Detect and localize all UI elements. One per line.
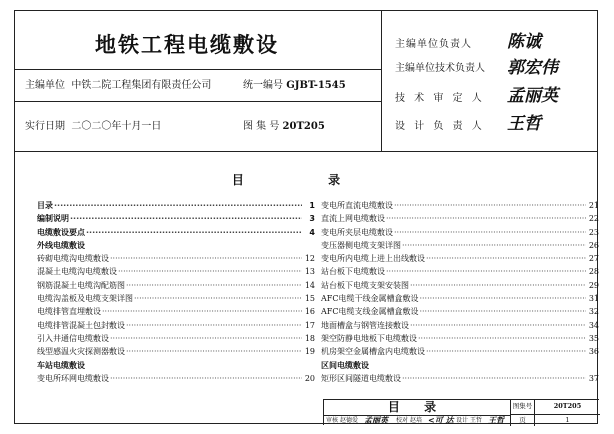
- toc-entry-page: 15: [304, 294, 315, 304]
- toc-entry-page: 1: [309, 201, 315, 210]
- toc-entry-title: 砖砌电缆沟电缆敷设: [37, 254, 109, 264]
- toc-leader-dots: [126, 279, 302, 292]
- header-block: [15, 11, 597, 152]
- toc-entry-title: 架空防静电地板下电缆敷设: [321, 333, 417, 343]
- toc-entry[interactable]: [37, 199, 315, 212]
- role-design-lead: 设 计 负 责 人: [395, 121, 485, 132]
- toc-entry-title: 线型感温火灾探测器敷设: [37, 347, 125, 357]
- toc-leader-dots: [410, 319, 586, 332]
- toc-entry[interactable]: [37, 279, 315, 292]
- toc-entry-title: 变电所环网电缆敷设: [37, 373, 109, 383]
- header-vertical-divider: [381, 11, 382, 151]
- toc-leader-dots: [126, 345, 302, 358]
- drawing-frame: [14, 10, 598, 424]
- toc-entry-page: 19: [304, 347, 315, 357]
- toc-leader-dots: [86, 226, 302, 239]
- toc-entry-page: 21: [588, 201, 599, 210]
- toc-entry[interactable]: [321, 239, 599, 252]
- toc-entry-page: 29: [588, 280, 599, 290]
- toc-entry[interactable]: [321, 345, 599, 358]
- toc-entry-title: 引入井通信电缆敷设: [37, 333, 109, 343]
- toc-leader-dots: [394, 199, 586, 212]
- design-label: 设计: [456, 417, 469, 424]
- toc-entry[interactable]: [321, 199, 599, 212]
- designer-signature: 王哲: [488, 415, 504, 425]
- toc-leader-dots: [402, 372, 586, 385]
- page-label: 页: [510, 415, 534, 426]
- toc-leader-dots: [102, 305, 302, 318]
- toc-entry[interactable]: [321, 305, 599, 318]
- toc-entry-page: 36: [588, 347, 599, 357]
- toc-leader-dots: [386, 212, 586, 225]
- toc-entry[interactable]: [37, 305, 315, 318]
- toc-entry-title: 电缆排管混凝土包封敷设: [37, 320, 125, 330]
- signature-row: [324, 415, 510, 426]
- toc-entry[interactable]: [321, 319, 599, 332]
- toc-entry-page: 32: [588, 307, 599, 317]
- title-block-name: 目 录: [324, 400, 510, 416]
- role-tech-review: 技 术 审 定 人: [395, 93, 485, 104]
- toc-entry-page: 27: [588, 254, 599, 264]
- toc-entry[interactable]: [37, 226, 315, 239]
- header-divider: [15, 101, 381, 102]
- toc-section-heading: 车站电缆敷设: [37, 360, 85, 370]
- toc-entry-page: 31: [588, 294, 599, 304]
- toc-entry[interactable]: [321, 265, 599, 278]
- toc-entry-title: 矩形区间隧道电缆敷设: [321, 373, 401, 383]
- toc-leader-dots: [419, 292, 586, 305]
- toc-entry-page: 22: [588, 214, 599, 224]
- toc-leader-dots: [118, 265, 302, 278]
- toc-entry[interactable]: [37, 265, 315, 278]
- toc-entry-title: 钢筋混凝土电缆沟配筋图: [37, 280, 125, 290]
- toc-entry-title: 机房架空金属槽盒内电缆敷设: [321, 347, 425, 357]
- toc-entry-page: 34: [588, 320, 599, 330]
- toc-leader-dots: [402, 239, 586, 252]
- toc-entry-page: 26: [588, 240, 599, 250]
- editor-unit: 主编单位 中铁二院工程集团有限责任公司: [25, 80, 212, 91]
- check-label: 校对: [396, 417, 409, 424]
- toc-entry-title: 变电所直流电缆敷设: [321, 201, 393, 210]
- toc-entry[interactable]: [37, 332, 315, 345]
- toc-entry-page: 35: [588, 333, 599, 343]
- toc-entry[interactable]: [321, 212, 599, 225]
- toc-entry[interactable]: [321, 226, 599, 239]
- header-divider: [15, 69, 381, 70]
- toc-entry-page: 28: [588, 267, 599, 277]
- toc-entry-title: 地面槽盒与钢管连接敷设: [321, 320, 409, 330]
- toc-entry-page: 37: [588, 373, 599, 383]
- toc-entry[interactable]: [321, 292, 599, 305]
- signature-chief-unit: 陈诚: [507, 32, 541, 52]
- toc-leader-dots: [126, 319, 302, 332]
- toc-entry-title: 变电所夹层电缆敷设: [321, 227, 393, 237]
- toc-entry[interactable]: [321, 332, 599, 345]
- toc-entry-page: 23: [588, 227, 599, 237]
- unified-number: 统一编号 GJBT-1545: [243, 80, 346, 91]
- designer-name: 王哲: [470, 417, 483, 424]
- checker-name: 赵培: [410, 417, 423, 424]
- toc-entry-title: 电缆敷设要点: [37, 227, 85, 237]
- toc-entry-title: 电缆沟盖板及电缆支架详图: [37, 294, 133, 304]
- toc-entry-page: 14: [304, 280, 315, 290]
- toc-entry-title: AFC电缆支线金属槽盒敷设: [321, 307, 419, 317]
- toc-entry-page: 12: [304, 254, 315, 264]
- toc-leader-dots: [410, 279, 586, 292]
- toc-entry-page: 18: [304, 333, 315, 343]
- toc-entry-title: 混凝土电缆沟电缆敷设: [37, 267, 117, 277]
- page-number: 1: [534, 415, 600, 426]
- signature-chief-tech: 郭宏伟: [507, 58, 558, 78]
- toc-entry[interactable]: [37, 252, 315, 265]
- toc-title: 目 录: [231, 173, 381, 187]
- toc-entry-title: 站台板下电缆支架安装图: [321, 280, 409, 290]
- signature-design-lead: 王哲: [507, 114, 541, 134]
- toc-leader-dots: [419, 305, 586, 318]
- toc-leader-dots: [110, 252, 302, 265]
- toc-entry[interactable]: [37, 319, 315, 332]
- toc-entry[interactable]: [37, 372, 315, 385]
- toc-entry[interactable]: [37, 212, 315, 225]
- toc-section-heading: 外线电缆敷设: [37, 240, 85, 250]
- atlas-number: 图 集 号 20T205: [243, 121, 325, 132]
- toc-entry[interactable]: [321, 279, 599, 292]
- toc-leader-dots: [70, 212, 302, 225]
- toc-entry[interactable]: [321, 372, 599, 385]
- toc-right-column: [321, 199, 599, 385]
- toc-entry-title: 目录: [37, 201, 53, 210]
- toc-entry-title: 电缆排管直埋敷设: [37, 307, 101, 317]
- toc-entry-page: 17: [304, 320, 315, 330]
- review-label: 审核: [326, 417, 339, 424]
- toc-leader-dots: [110, 372, 302, 385]
- signature-tech-review: 孟丽英: [507, 86, 558, 106]
- toc-left-column: [37, 199, 315, 385]
- atlas-title: 地铁工程电缆敷设: [95, 33, 279, 57]
- toc-entry-page: 13: [304, 267, 315, 277]
- toc-entry-page: 16: [304, 307, 315, 317]
- toc-entry-page: 4: [309, 227, 315, 237]
- toc-leader-dots: [54, 199, 302, 212]
- toc-entry-title: 变压器侧电缆支架详图: [321, 240, 401, 250]
- toc-leader-dots: [386, 265, 586, 278]
- toc-entry-title: AFC电缆干线金属槽盒敷设: [321, 294, 419, 304]
- toc-entry-title: 直流上网电缆敷设: [321, 214, 385, 224]
- toc-section-heading: 区间电缆敷设: [321, 360, 369, 370]
- toc-leader-dots: [394, 226, 586, 239]
- toc-entry-title: 变电所内电缆上进上出线敷设: [321, 254, 425, 264]
- toc-leader-dots: [134, 292, 302, 305]
- role-chief-tech: 主编单位技术负责人: [395, 63, 485, 74]
- atlas-label: 图集号: [510, 400, 534, 415]
- atlas-number-cell: 20T205: [534, 400, 600, 415]
- toc-leader-dots: [426, 345, 586, 358]
- toc-entry[interactable]: [321, 252, 599, 265]
- toc-leader-dots: [418, 332, 586, 345]
- toc-entry-page: 3: [309, 214, 315, 224]
- role-chief-unit: 主编单位负责人: [395, 39, 472, 50]
- toc-entry[interactable]: [37, 345, 315, 358]
- toc-leader-dots: [110, 332, 302, 345]
- reviewer-name: 赵德爱: [340, 417, 359, 424]
- toc-entry-page: 20: [304, 373, 315, 383]
- toc-leader-dots: [426, 252, 586, 265]
- title-block: [323, 399, 599, 425]
- implementation-date: 实行日期 二〇二〇年十月一日: [25, 121, 162, 132]
- toc-entry-title: 编制说明: [37, 214, 69, 224]
- toc-entry[interactable]: [37, 292, 315, 305]
- checker-signature: <可 达: [428, 415, 454, 425]
- toc-entry-title: 站台板下电缆敷设: [321, 267, 385, 277]
- reviewer-signature: 孟丽英: [364, 415, 388, 425]
